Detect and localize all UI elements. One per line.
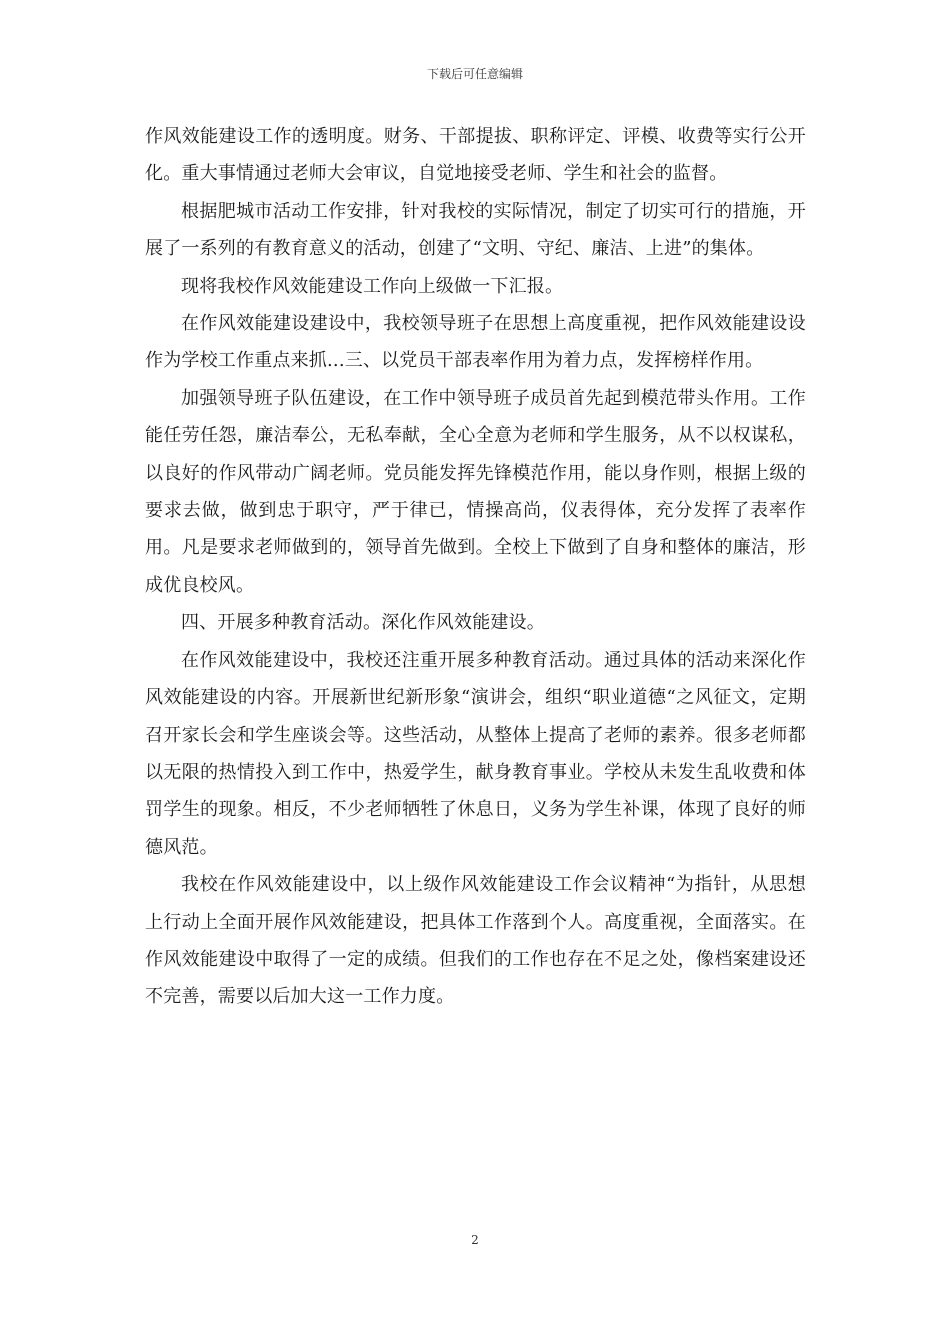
paragraph-2: 根据肥城市活动工作安排，针对我校的实际情况，制定了切实可行的措施，开展了一系列的有教育意义的活动，创建了“文明、守纪、廉洁、上进”的集体。	[145, 200, 806, 260]
paragraph-1: 作风效能建设工作的透明度。财务、干部提拔、职称评定、评模、收费等实行公开化。重大事情通过老师大会审议，自觉地接受老师、学生和社会的监督。	[145, 126, 806, 185]
paragraph-7: 在作风效能建设中，我校还注重开展多种教育活动。通过具体的活动来深化作风效能建设的内容。开展新世纪新形象“演讲会，组织“职业道德“之风征文，定期召开家长会和学生座谈会等。这些活动，从整体上提高了老师的素养。很多老师都以无限的热情投入到工作中，热爱学生，献身教育事业。学校从未发生乱收费和体罚学生的现象。相反，不少老师牺牲了休息日，义务为学生补课，体现了良好的师德风范。	[145, 649, 806, 858]
page-number: 2	[471, 1233, 479, 1247]
document-body	[145, 118, 806, 1016]
paragraph-5: 加强领导班子队伍建设，在工作中领导班子成员首先起到模范带头作用。工作能任劳任怨，廉洁奉公，无私奉献，全心全意为老师和学生服务，从不以权谋私，以良好的作风带动广阔老师。党员能发挥先锋模范作用，能以身作则，根据上级的要求去做，做到忠于职守，严于律已，情操高尚，仪表得体，充分发挥了表率作用。凡是要求老师做到的，领导首先做到。全校上下做到了自身和整体的廉洁，形成优良校风。	[145, 387, 806, 596]
paragraph-4: 在作风效能建设建设中，我校领导班子在思想上高度重视，把作风效能建设设作为学校工作重点来抓...三、以党员干部表率作用为着力点，发挥榜样作用。	[145, 313, 806, 372]
page-header: 下载后可任意编辑	[426, 67, 523, 81]
paragraph-6: 四、开展多种教育活动。深化作风效能建设。	[181, 612, 545, 634]
paragraph-3: 现将我校作风效能建设工作向上级做一下汇报。	[181, 275, 564, 297]
paragraph-8: 我校在作风效能建设中，以上级作风效能建设工作会议精神“为指针，从思想上行动上全面开展作风效能建设，把具体工作落到个人。高度重视，全面落实。在作风效能建设中取得了一定的成绩。但我们的工作也存在不足之处，像档案建设还不完善，需要以后加大这一工作力度。	[145, 874, 806, 1008]
